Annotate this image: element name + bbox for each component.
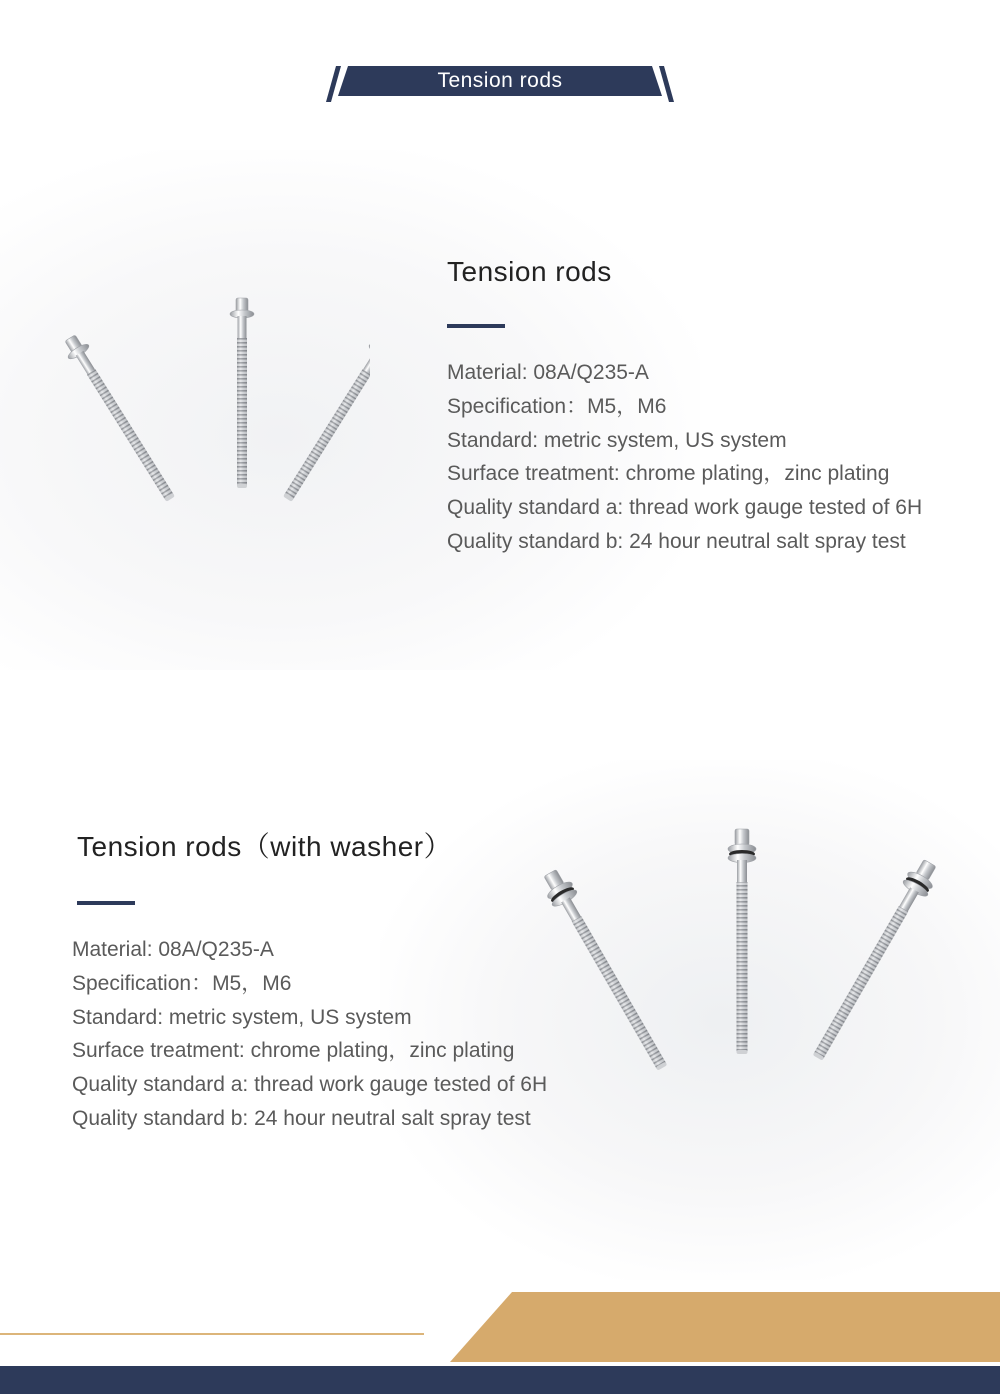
- spec-standard: Standard: metric system, US system: [72, 1005, 412, 1029]
- spec-quality-b: Quality standard b: 24 hour neutral salt spray test: [447, 529, 906, 553]
- spec-quality-a: Quality standard a: thread work gauge tested of 6H: [447, 496, 923, 520]
- product-image-tension-rods: [30, 280, 370, 530]
- spec-quality-b: Quality standard b: 24 hour neutral salt spray test: [72, 1106, 531, 1130]
- product-title: Tension rods（with washer）: [77, 831, 453, 862]
- footer-gold-band: [450, 1292, 1000, 1362]
- spec-specification: Specification：M5，M6: [72, 971, 292, 995]
- title-underline: [447, 324, 505, 328]
- banner-title: Tension rods: [437, 69, 563, 92]
- product-title: Tension rods: [447, 256, 612, 287]
- footer-navy-bar: [0, 1366, 1000, 1394]
- footer-accent-line: [0, 1333, 424, 1335]
- spec-standard: Standard: metric system, US system: [447, 428, 787, 452]
- section-banner: [326, 66, 674, 102]
- spec-material: Material: 08A/Q235-A: [72, 938, 274, 961]
- spec-surface-treatment: Surface treatment: chrome plating，zinc plating: [72, 1039, 515, 1063]
- spec-material: Material: 08A/Q235-A: [447, 361, 649, 384]
- spec-list: [447, 356, 922, 559]
- spec-quality-a: Quality standard a: thread work gauge tested of 6H: [72, 1073, 548, 1097]
- spec-specification: Specification：M5，M6: [447, 394, 667, 418]
- title-underline: [77, 901, 135, 905]
- spec-surface-treatment: Surface treatment: chrome plating，zinc plating: [447, 462, 890, 486]
- product-info-tension-rods: [447, 256, 922, 559]
- product-image-tension-rods-washer: [520, 815, 960, 1085]
- product-info-tension-rods-washer: [72, 825, 548, 1136]
- spec-list: [72, 933, 547, 1136]
